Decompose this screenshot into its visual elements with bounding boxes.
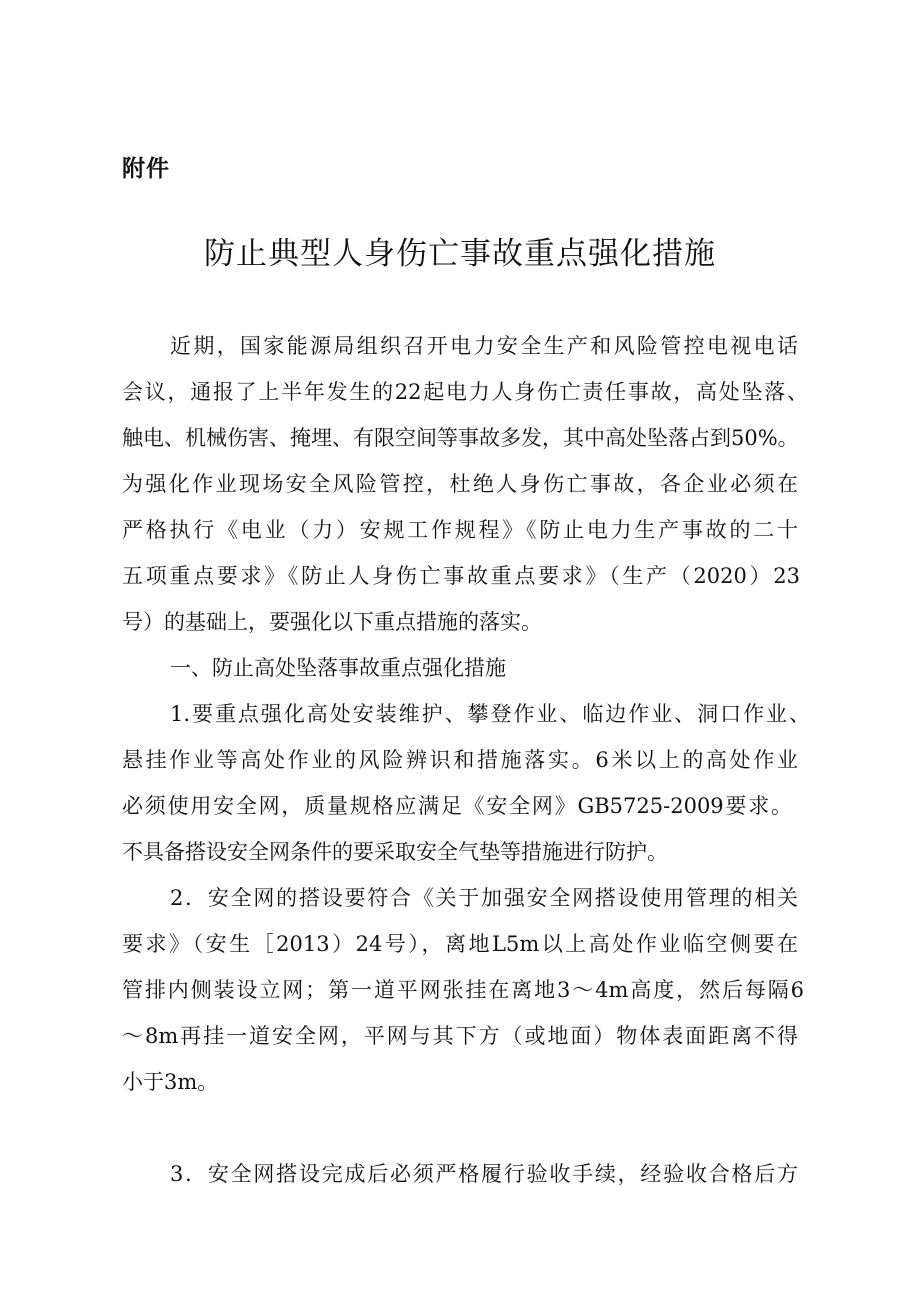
document-title: 防止典型人身伤亡事故重点强化措施 xyxy=(204,236,716,272)
paragraph-line: 悬挂作业等高处作业的风险辨识和措施落实。6米以上的高处作业 xyxy=(122,748,798,772)
paragraph-line: 小于3m。 xyxy=(122,1070,219,1094)
paragraph-line: 不具备搭设安全网条件的要采取安全气垫等措施进行防护。 xyxy=(122,840,668,864)
paragraph-line: 2．安全网的搭设要符合《关于加强安全网搭设使用管理的相关 xyxy=(170,886,798,910)
paragraph-line: 五项重点要求》《防止人身伤亡事故重点要求》（生产（2020）23 xyxy=(122,564,800,588)
section-heading: 一、防止高处坠落事故重点强化措施 xyxy=(170,656,506,680)
paragraph-line: 1.要重点强化高处安装维护、攀登作业、临边作业、洞口作业、 xyxy=(170,702,810,726)
paragraph-line: 触电、机械伤害、掩埋、有限空间等事故多发，其中高处坠落占到50%。 xyxy=(122,426,799,450)
paragraph-line: 近期，国家能源局组织召开电力安全生产和风险管控电视电话 xyxy=(170,334,798,358)
paragraph-line: 要求》（安生［2013）24号），离地L5m以上高处作业临空侧要在 xyxy=(122,932,798,956)
paragraph-line: 3．安全网搭设完成后必须严格履行验收手续，经验收合格后方 xyxy=(170,1162,798,1186)
paragraph-line: 严格执行《电业（力）安规工作规程》《防止电力生产事故的二十 xyxy=(122,518,798,542)
attachment-label: 附件 xyxy=(122,156,170,182)
paragraph-line: 管排内侧装设立网；第一道平网张挂在离地3～4m高度，然后每隔6 xyxy=(122,978,804,1002)
paragraph-line: 会议，通报了上半年发生的22起电力人身伤亡责任事故，高处坠落、 xyxy=(122,380,808,404)
paragraph-line: 号）的基础上，要强化以下重点措施的落实。 xyxy=(122,610,542,634)
paragraph-line: ～8m再挂一道安全网，平网与其下方（或地面）物体表面距离不得 xyxy=(122,1024,798,1048)
paragraph-line: 必须使用安全网，质量规格应满足《安全网》GB5725-2009要求。 xyxy=(122,794,792,818)
paragraph-line: 为强化作业现场安全风险管控，杜绝人身伤亡事故，各企业必须在 xyxy=(122,472,798,496)
